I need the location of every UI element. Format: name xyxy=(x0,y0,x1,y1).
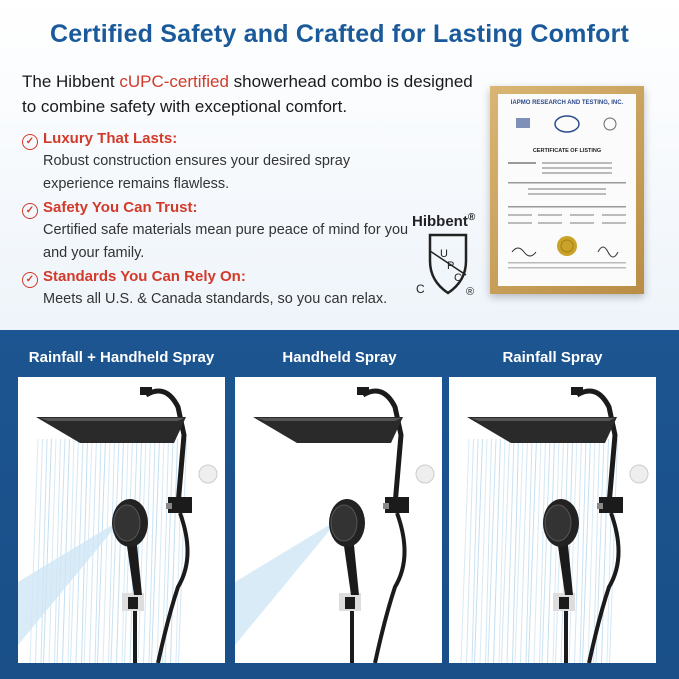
check-icon: ✓ xyxy=(22,134,38,150)
certificate-frame xyxy=(490,86,644,294)
feature-title: Safety You Can Trust: xyxy=(43,199,198,216)
rainfall-water xyxy=(461,439,618,663)
certificate-document xyxy=(498,94,636,286)
feature-description: Meets all U.S. & Canada standards, so you can relax. xyxy=(43,291,388,307)
rainfall-head-edge xyxy=(257,418,401,421)
upc-letter-c: C xyxy=(454,272,462,284)
panel-handheld xyxy=(235,377,442,663)
shower-illustration xyxy=(449,377,656,663)
feature-title: Standards You Can Rely On: xyxy=(43,268,246,285)
feature-luxury xyxy=(22,128,422,196)
lower-pipe xyxy=(350,611,354,663)
handheld-nozzle-face xyxy=(545,505,571,541)
panel-label-rainfall-handheld: Rainfall + Handheld Spray xyxy=(28,349,215,366)
feature-description: Robust construction ensures your desired spray experience remains flawless. xyxy=(43,153,351,192)
rainfall-head-edge xyxy=(40,418,184,421)
panel-rainfall-handheld xyxy=(18,377,225,663)
panel-label-rainfall: Rainfall Spray xyxy=(502,349,603,366)
handheld-holder xyxy=(559,597,569,609)
upc-letter-u: U xyxy=(440,248,448,260)
wall-flange xyxy=(630,465,648,483)
shower-illustration xyxy=(18,377,225,663)
panel-label-handheld: Handheld Spray xyxy=(282,349,397,366)
feature-title: Luxury That Lasts: xyxy=(43,130,178,147)
upc-letter-p: P xyxy=(447,260,455,272)
extension-arm xyxy=(146,391,184,505)
handheld-spray-water xyxy=(235,519,339,645)
intro-text xyxy=(22,69,482,119)
lower-pipe xyxy=(133,611,137,663)
extension-arm xyxy=(363,391,401,505)
intro-text-after: showerhead combo is designed to combine safety with exceptional comfort. xyxy=(22,72,473,116)
upc-registered: ® xyxy=(466,286,475,298)
panel-rainfall xyxy=(449,377,656,663)
handheld-holder xyxy=(128,597,138,609)
upc-canada-c: C xyxy=(416,282,425,296)
shower-hose xyxy=(375,513,405,663)
extension-arm xyxy=(577,391,615,505)
diverter-lever xyxy=(166,503,172,509)
certificate-graphics xyxy=(498,94,636,286)
feature-standards xyxy=(22,266,422,311)
registered-mark: ® xyxy=(467,212,476,223)
handheld-nozzle-face xyxy=(114,505,140,541)
wall-flange xyxy=(416,465,434,483)
check-icon: ✓ xyxy=(22,272,38,288)
handheld-spray-water xyxy=(18,519,122,645)
shower-illustration xyxy=(235,377,442,663)
diverter-lever xyxy=(597,503,603,509)
certificate-organization: IAPMO RESEARCH AND TESTING, INC. xyxy=(510,100,624,106)
feature-description: Certified safe materials mean pure peace of mind for you and your family. xyxy=(43,222,409,261)
page-headline: Certified Safety and Crafted for Lasting Comfort xyxy=(49,20,630,48)
brand-name: Hibbent® xyxy=(412,212,476,230)
lower-pipe xyxy=(564,611,568,663)
diverter-lever xyxy=(383,503,389,509)
intro-text-before: The Hibbent xyxy=(22,72,120,91)
rainfall-head-edge xyxy=(471,418,615,421)
certificate-title: CERTIFICATE OF LISTING xyxy=(532,148,602,154)
feature-safety xyxy=(22,197,422,265)
handheld-nozzle-face xyxy=(331,505,357,541)
handheld-holder xyxy=(345,597,355,609)
cupc-logo xyxy=(414,231,480,299)
rainfall-water xyxy=(30,439,187,663)
intro-highlight: cUPC-certified xyxy=(119,72,229,91)
check-icon: ✓ xyxy=(22,203,38,219)
wall-flange xyxy=(199,465,217,483)
